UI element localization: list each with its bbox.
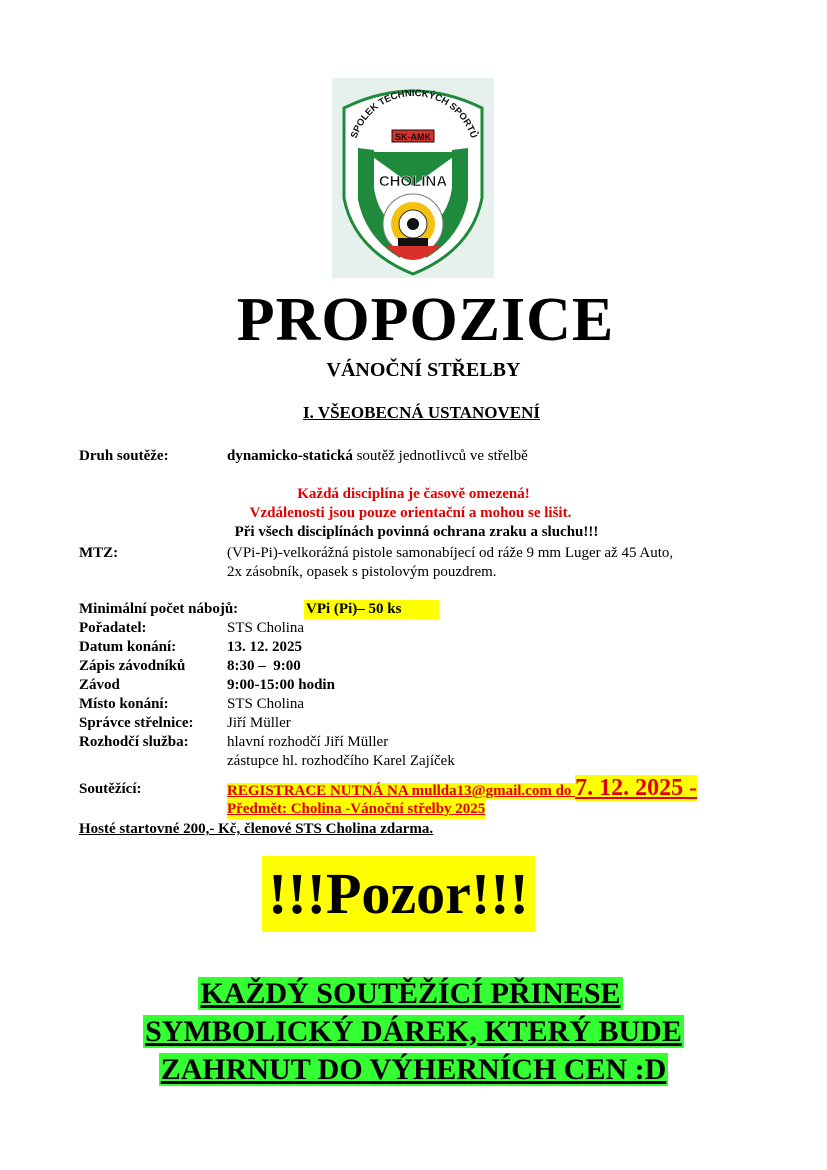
mtz-line1: (VPi-Pi)-velkorážná pistole samonabíjecí od ráže 9 mm Luger až 45 Auto,	[227, 545, 674, 561]
druh-value-rest: soutěž jednotlivců ve střelbě	[352, 448, 528, 464]
detail-value: Jiří Müller	[227, 715, 291, 731]
detail-value: hlavní rozhodčí Jiří Müller	[227, 734, 389, 750]
notice-distance: Vzdálenosti jsou pouze orientační a mohou se lišit.	[249, 505, 572, 521]
druh-value	[227, 447, 528, 466]
registration-text: REGISTRACE NUTNÁ NA mullda13@gmail.com do	[227, 783, 576, 799]
logo-badge-text: SK-AMK	[395, 132, 431, 142]
detail-value: 9:00-15:00 hodin	[227, 677, 335, 693]
detail-label: Zápis závodníků	[79, 658, 186, 674]
pozor-banner: !!!Pozor!!!	[262, 856, 535, 932]
mtz-line2: 2x zásobník, opasek s pistolovým pouzdrem.	[227, 564, 497, 580]
gift-line-2	[0, 1013, 827, 1050]
gift-line-3	[0, 1051, 827, 1088]
logo-ring-text: SPOLEK TECHNICKÝCH SPORTŮ	[348, 87, 480, 140]
detail-label: Datum konání:	[79, 639, 177, 655]
email-subject: Předmět: Cholina -Vánoční střelby 2025	[227, 801, 486, 817]
club-logo	[332, 78, 494, 278]
druh-label: Druh soutěže:	[79, 448, 169, 464]
page-subtitle: VÁNOČNÍ STŘELBY	[326, 359, 521, 381]
naboje-value: VPi (Pi)– 50 ks	[304, 600, 439, 619]
detail-label: Závod	[79, 677, 120, 693]
detail-value: STS Cholina	[227, 620, 305, 636]
registration-date: 7. 12. 2025 -	[575, 775, 698, 801]
detail-value: STS Cholina	[227, 696, 305, 712]
soutezici-label: Soutěžící:	[79, 781, 142, 797]
gift-line-text: SYMBOLICKÝ DÁREK, KTERÝ BUDE	[145, 1015, 682, 1048]
gift-line-1	[0, 975, 824, 1012]
detail-label: Správce střelnice:	[79, 715, 194, 731]
detail-label: Pořadatel:	[79, 620, 147, 636]
gift-line-text: ZAHRNUT DO VÝHERNÍCH CEN :D	[160, 1053, 667, 1086]
mtz-label: MTZ:	[79, 545, 119, 561]
notice-time-limit: Každá disciplína je časově omezená!	[297, 486, 530, 502]
page-title: PROPOZICE	[236, 286, 615, 354]
gift-line-text: KAŽDÝ SOUTĚŽÍCÍ PŘINESE	[200, 977, 621, 1010]
detail-label: Místo konání:	[79, 696, 169, 712]
section-heading: I. VŠEOBECNÁ USTANOVENÍ	[303, 403, 540, 422]
naboje-label: Minimální počet nábojů:	[79, 601, 239, 617]
notice-protection: Při všech disciplínách povinná ochrana zraku a sluchu!!!	[234, 524, 599, 540]
druh-value-bold: dynamicko-statická	[227, 448, 353, 464]
detail-value: 8:30 – 9:00	[227, 658, 301, 674]
detail-value: 13. 12. 2025	[227, 639, 302, 655]
rozhodci-deputy: zástupce hl. rozhodčího Karel Zajíček	[227, 753, 455, 769]
logo-name-text: CHOLINA	[378, 173, 448, 190]
detail-label: Rozhodčí služba:	[79, 734, 189, 750]
fee-info: Hosté startovné 200,- Kč, členové STS Cholina zdarma.	[79, 821, 434, 837]
